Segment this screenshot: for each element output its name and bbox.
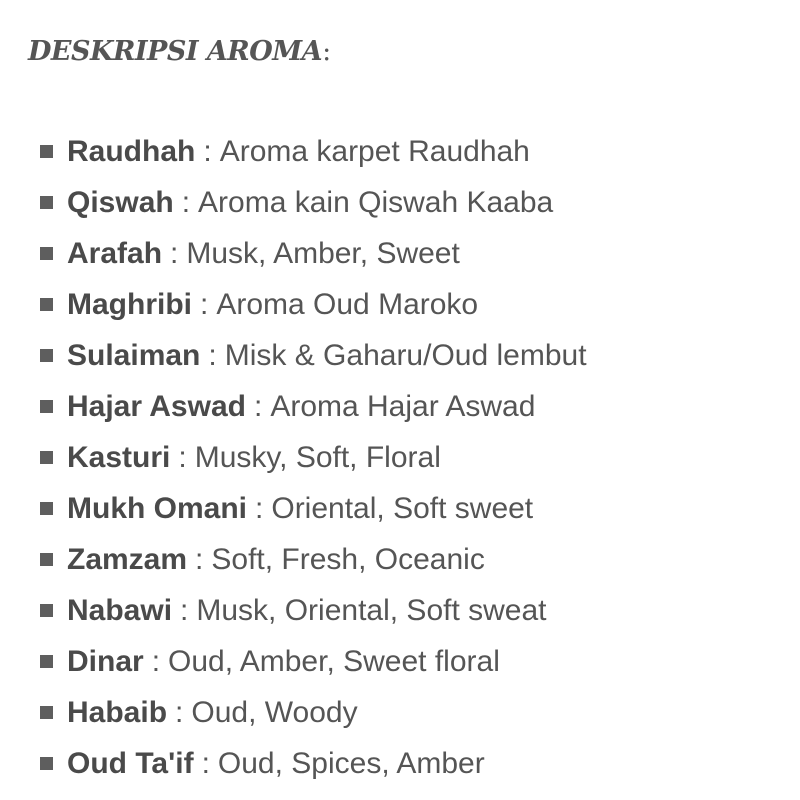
square-bullet-icon: [40, 757, 53, 770]
aroma-name: Sulaiman: [67, 338, 201, 372]
list-item: [40, 636, 587, 687]
page-title-colon: :: [322, 36, 331, 67]
page-title-text: DESKRIPSI AROMA: [28, 36, 323, 67]
aroma-separator: :: [203, 134, 212, 168]
aroma-description: Aroma Oud Maroko: [216, 287, 479, 321]
aroma-description: Aroma Hajar Aswad: [270, 389, 536, 423]
square-bullet-icon: [40, 451, 53, 464]
list-item: [40, 177, 587, 228]
aroma-description: Musky, Soft, Floral: [194, 440, 441, 474]
square-bullet-icon: [40, 196, 53, 209]
list-item: [40, 228, 587, 279]
square-bullet-icon: [40, 349, 53, 362]
square-bullet-icon: [40, 145, 53, 158]
aroma-description: Oud, Spices, Amber: [217, 746, 485, 780]
square-bullet-icon: [40, 298, 53, 311]
aroma-separator: :: [208, 338, 217, 372]
square-bullet-icon: [40, 604, 53, 617]
list-item: [40, 687, 587, 738]
square-bullet-icon: [40, 400, 53, 413]
page-title: [28, 30, 800, 74]
aroma-name: Mukh Omani: [67, 491, 248, 525]
aroma-name: Kasturi: [67, 440, 171, 474]
list-item: [40, 585, 587, 636]
aroma-list: [40, 126, 587, 789]
aroma-name: Zamzam: [67, 542, 188, 576]
aroma-description: Oud, Woody: [191, 695, 358, 729]
aroma-description: Musk, Amber, Sweet: [186, 236, 460, 270]
aroma-separator: :: [201, 746, 210, 780]
square-bullet-icon: [40, 247, 53, 260]
aroma-name: Hajar Aswad: [67, 389, 246, 423]
aroma-separator: :: [200, 287, 209, 321]
list-item: [40, 432, 587, 483]
aroma-separator: :: [178, 440, 187, 474]
aroma-separator: :: [180, 593, 189, 627]
aroma-separator: :: [195, 542, 204, 576]
aroma-name: Raudhah: [67, 134, 196, 168]
list-item: [40, 126, 587, 177]
aroma-description: Misk & Gaharu/Oud lembut: [224, 338, 587, 372]
square-bullet-icon: [40, 553, 53, 566]
list-item: [40, 330, 587, 381]
aroma-name: Nabawi: [67, 593, 173, 627]
aroma-separator: :: [253, 389, 263, 423]
aroma-name: Qiswah: [67, 185, 174, 219]
aroma-description: Oud, Amber, Sweet floral: [168, 644, 500, 678]
square-bullet-icon: [40, 655, 53, 668]
aroma-description: Soft, Fresh, Oceanic: [211, 542, 485, 576]
list-item: [40, 279, 587, 330]
list-item: [40, 534, 587, 585]
aroma-name: Oud Ta'if: [67, 746, 194, 780]
aroma-separator: :: [175, 695, 184, 729]
aroma-name: Habaib: [67, 695, 168, 729]
aroma-name: Arafah: [67, 236, 163, 270]
aroma-description: Aroma kain Qiswah Kaaba: [198, 185, 554, 219]
list-item: [40, 381, 587, 432]
aroma-separator: :: [181, 185, 191, 219]
aroma-description: Musk, Oriental, Soft sweat: [196, 593, 547, 627]
list-item: [40, 483, 587, 534]
aroma-separator: :: [170, 236, 179, 270]
square-bullet-icon: [40, 706, 53, 719]
aroma-description: Aroma karpet Raudhah: [219, 134, 530, 168]
aroma-separator: :: [255, 491, 264, 525]
square-bullet-icon: [40, 502, 53, 515]
aroma-name: Dinar: [67, 644, 144, 678]
aroma-description: Oriental, Soft sweet: [271, 491, 534, 525]
aroma-name: Maghribi: [67, 287, 192, 321]
list-item: [40, 738, 587, 789]
aroma-separator: :: [151, 644, 161, 678]
